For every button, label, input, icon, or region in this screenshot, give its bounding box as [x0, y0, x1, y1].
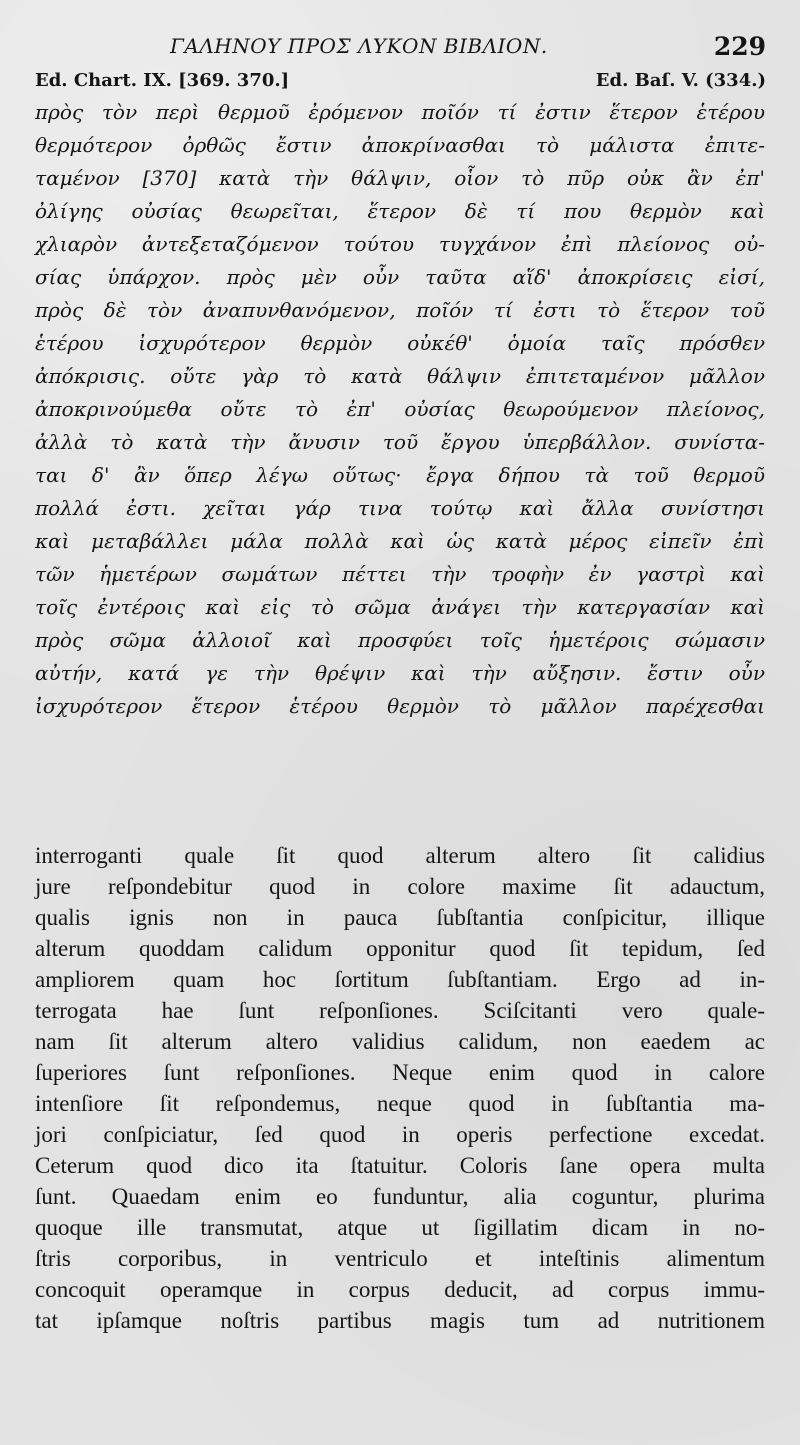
- latin-line: ſuperiores ſunt reſponſiones. Neque enim quod in calore: [35, 1060, 765, 1085]
- greek-line: ται δ' ἂν ὅπερ λέγω οὕτως· ἔργα δήπου τὰ τοῦ θερμοῦ: [35, 463, 765, 487]
- latin-line: concoquit operamque in corpus deducit, ad corpus immu-: [35, 1277, 765, 1302]
- greek-line: ἰσχυρότερον ἕτερον ἑτέρου θερμὸν τὸ μᾶλλον παρέχεσθαι: [35, 694, 765, 718]
- latin-line: jori conſpiciatur, ſed quod in operis perfectione excedat.: [35, 1122, 765, 1147]
- greek-line: τῶν ἡμετέρων σωμάτων πέττει τὴν τροφὴν ἐν γαστρὶ καὶ: [35, 562, 765, 586]
- edition-bas-reference: Ed. Baſ. V. (334.): [595, 70, 766, 91]
- greek-line: πρὸς τὸν περὶ θερμοῦ ἐρόμενον ποῖόν τί ἐστιν ἕτερον ἑτέρου: [35, 100, 765, 124]
- greek-line: ἀλλὰ τὸ κατὰ τὴν ἄνυσιν τοῦ ἔργου ὑπερβάλλον. συνίστα-: [35, 430, 765, 454]
- latin-line: tat ipſamque noſtris partibus magis tum ad nutritionem: [35, 1308, 765, 1333]
- greek-line: θερμότερον ὀρθῶς ἔστιν ἀποκρίνασθαι τὸ μάλιστα ἐπιτε-: [35, 133, 765, 157]
- latin-line: ſtris corporibus, in ventriculo et inteſtinis alimentum: [35, 1246, 765, 1271]
- greek-line: πρὸς δὲ τὸν ἀναπυνθανόμενον, ποῖόν τί ἐστι τὸ ἕτερον τοῦ: [35, 298, 765, 322]
- latin-line: nam ſit alterum altero validius calidum, non eaedem ac: [35, 1029, 765, 1054]
- greek-text-block: [35, 96, 765, 723]
- greek-line: ἀπόκρισις. οὔτε γὰρ τὸ κατὰ θάλψιν ἐπιτεταμένον μᾶλλον: [35, 364, 765, 388]
- greek-line: ταμένον [370] κατὰ τὴν θάλψιν, οἷον τὸ πῦρ οὐκ ἂν ἐπ': [35, 166, 765, 190]
- greek-line: ὀλίγης οὐσίας θεωρεῖται, ἕτερον δὲ τί που θερμὸν καὶ: [35, 199, 765, 223]
- edition-chart-reference: Ed. Chart. IX. [369. 370.]: [35, 70, 290, 91]
- greek-line: χλιαρὸν ἀντεξεταζόμενον τούτου τυγχάνον ἐπὶ πλείονος οὐ-: [35, 232, 765, 256]
- greek-line: πρὸς σῶμα ἀλλοιοῖ καὶ προσφύει τοῖς ἡμετέροις σώμασιν: [35, 628, 765, 652]
- page-number: 229: [713, 32, 766, 61]
- latin-line: interroganti quale ſit quod alterum altero ſit calidius: [35, 843, 765, 868]
- latin-line: quoque ille transmutat, atque ut ſigillatim dicam in no-: [35, 1215, 765, 1240]
- latin-line: ſunt. Quaedam enim eo funduntur, alia coguntur, plurima: [35, 1184, 765, 1209]
- greek-line: καὶ μεταβάλλει μάλα πολλὰ καὶ ὡς κατὰ μέρος εἰπεῖν ἐπὶ: [35, 529, 765, 553]
- latin-text-block: [35, 840, 765, 1336]
- running-title: ΓΑΛΗΝΟΥ ΠΡΟΣ ΛΥΚΟΝ ΒΙΒΛΙΟΝ.: [170, 34, 548, 58]
- latin-line: alterum quoddam calidum opponitur quod ſit tepidum, ſed: [35, 936, 765, 961]
- latin-line: ampliorem quam hoc ſortitum ſubſtantiam. Ergo ad in-: [35, 967, 765, 992]
- greek-line: αὐτήν, κατά γε τὴν θρέψιν καὶ τὴν αὔξησιν. ἔστιν οὖν: [35, 661, 765, 685]
- latin-line: Ceterum quod dico ita ſtatuitur. Coloris ſane opera multa: [35, 1153, 765, 1178]
- latin-line: jure reſpondebitur quod in colore maxime ſit adauctum,: [35, 874, 765, 899]
- running-head: [0, 28, 800, 64]
- greek-line: ἀποκρινούμεθα οὔτε τὸ ἐπ' οὐσίας θεωρούμενον πλείονος,: [35, 397, 765, 421]
- greek-line: τοῖς ἐντέροις καὶ εἰς τὸ σῶμα ἀνάγει τὴν κατεργασίαν καὶ: [35, 595, 765, 619]
- greek-line: ἑτέρου ἰσχυρότερον θερμὸν οὐκέθ' ὁμοία ταῖς πρόσθεν: [35, 331, 765, 355]
- greek-line: σίας ὑπάρχον. πρὸς μὲν οὖν ταῦτα αἵδ' ἀποκρίσεις εἰσί,: [35, 265, 765, 289]
- latin-line: terrogata hae ſunt reſponſiones. Sciſcitanti vero quale-: [35, 998, 765, 1023]
- greek-line: πολλά ἐστι. χεῖται γάρ τινα τούτῳ καὶ ἄλλα συνίστησι: [35, 496, 765, 520]
- latin-line: intenſiore ſit reſpondemus, neque quod in ſubſtantia ma-: [35, 1091, 765, 1116]
- edition-reference-line: [35, 70, 766, 98]
- latin-line: qualis ignis non in pauca ſubſtantia conſpicitur, illique: [35, 905, 765, 930]
